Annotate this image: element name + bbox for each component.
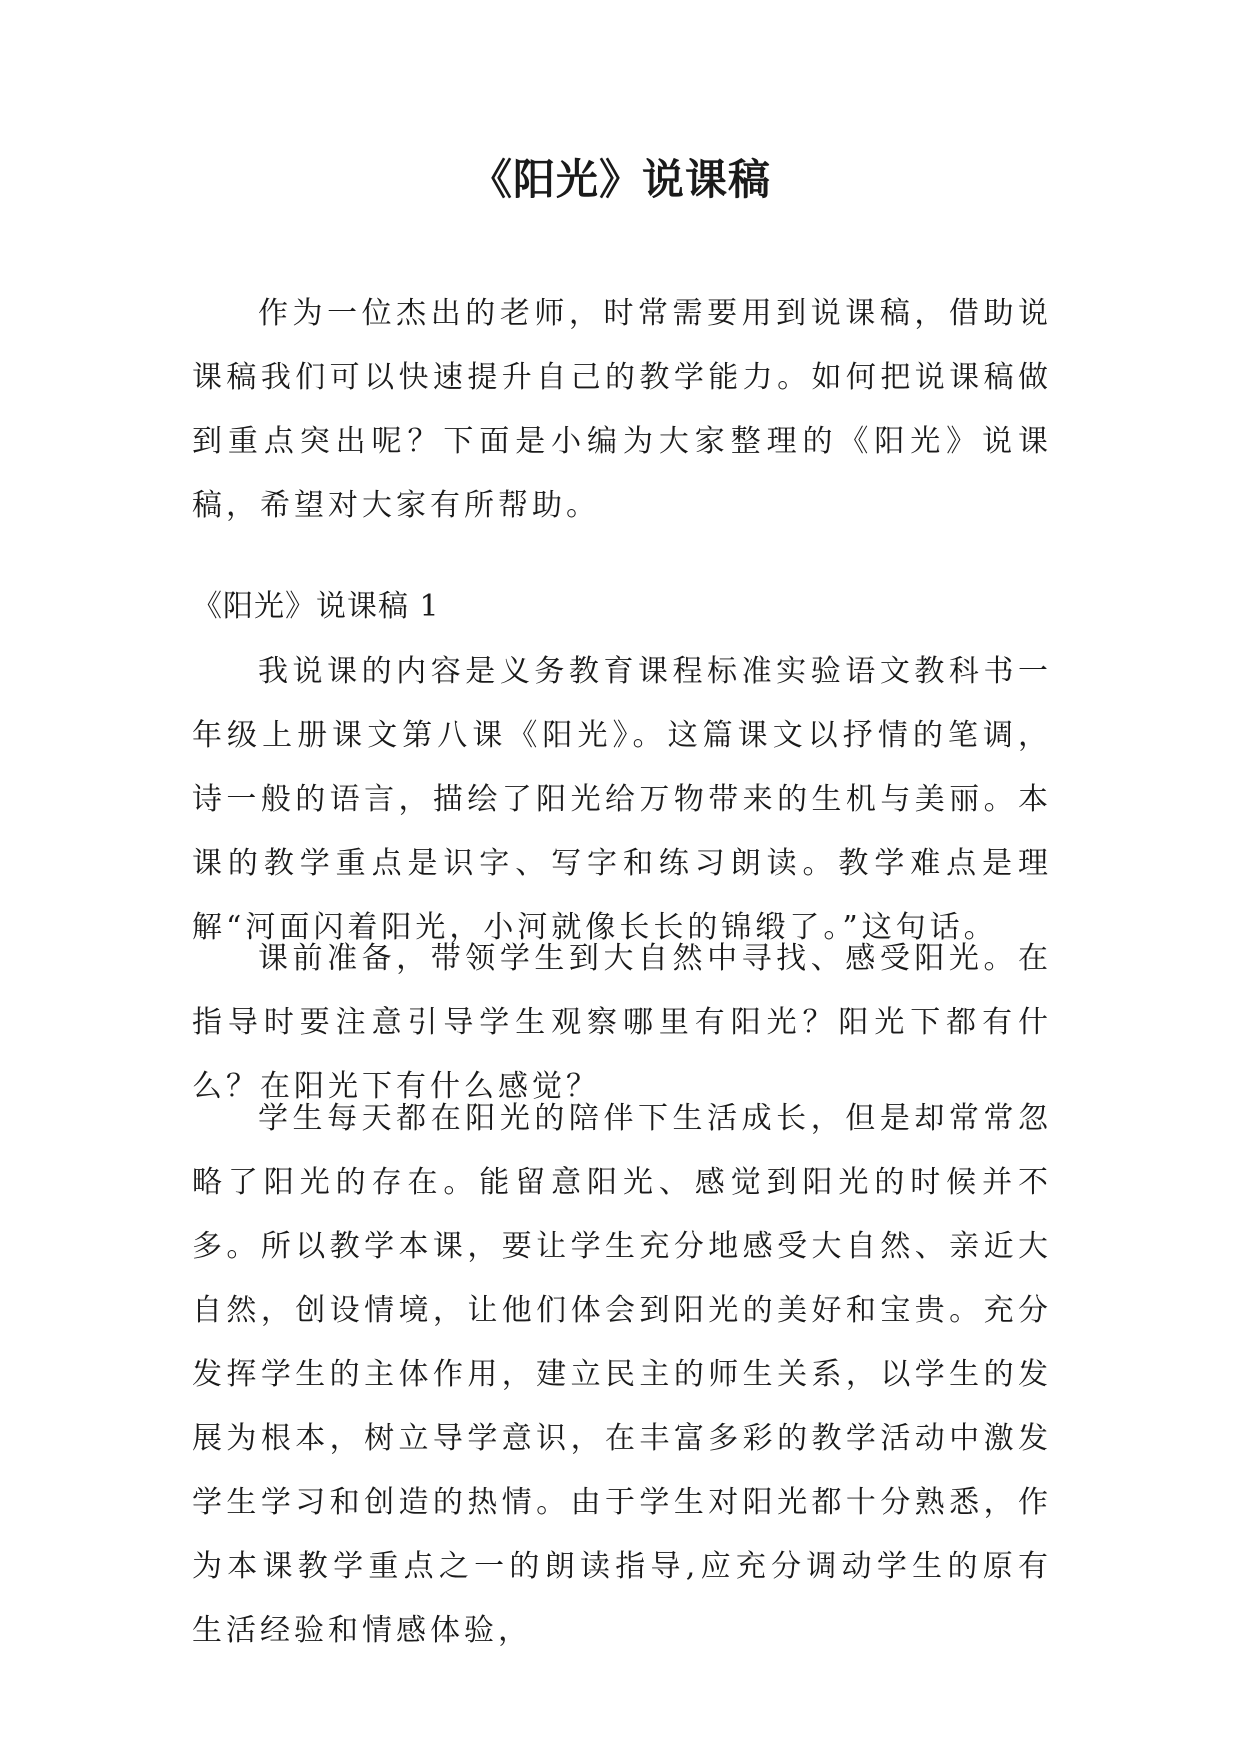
body-paragraph: 课前准备，带领学生到大自然中寻找、感受阳光。在指导时要注意引导学生观察哪里有阳光？阳光下都有什么？在阳光下有什么感觉？ bbox=[192, 941, 1052, 1104]
body-paragraph: 我说课的内容是义务教育课程标准实验语文教科书一年级上册课文第八课《阳光》。这篇课文以抒情的笔调，诗一般的语言，描绘了阳光给万物带来的生机与美丽。本课的教学重点是识字、写字和练习朗读。教学难点是理解“河面闪着阳光，小河就像长长的锦缎了。”这句话。 bbox=[192, 654, 1052, 945]
document-title: 《阳光》说课稿 bbox=[469, 155, 771, 204]
section-heading: 《阳光》说课稿 1 bbox=[192, 589, 440, 624]
intro-paragraph: 作为一位杰出的老师，时常需要用到说课稿，借助说课稿我们可以快速提升自己的教学能力。如何把说课稿做到重点突出呢？下面是小编为大家整理的《阳光》说课稿，希望对大家有所帮助。 bbox=[192, 296, 1052, 523]
body-paragraph: 学生每天都在阳光的陪伴下生活成长，但是却常常忽略了阳光的存在。能留意阳光、感觉到阳光的时候并不多。所以教学本课，要让学生充分地感受大自然、亲近大自然，创设情境，让他们体会到阳光的美好和宝贵。充分发挥学生的主体作用，建立民主的师生关系，以学生的发展为根本，树立导学意识，在丰富多彩的教学活动中激发学生学习和创造的热情。由于学生对阳光都十分熟悉，作为本课教学重点之一的朗读指导,应充分调动学生的原有生活经验和情感体验， bbox=[192, 1101, 1052, 1648]
